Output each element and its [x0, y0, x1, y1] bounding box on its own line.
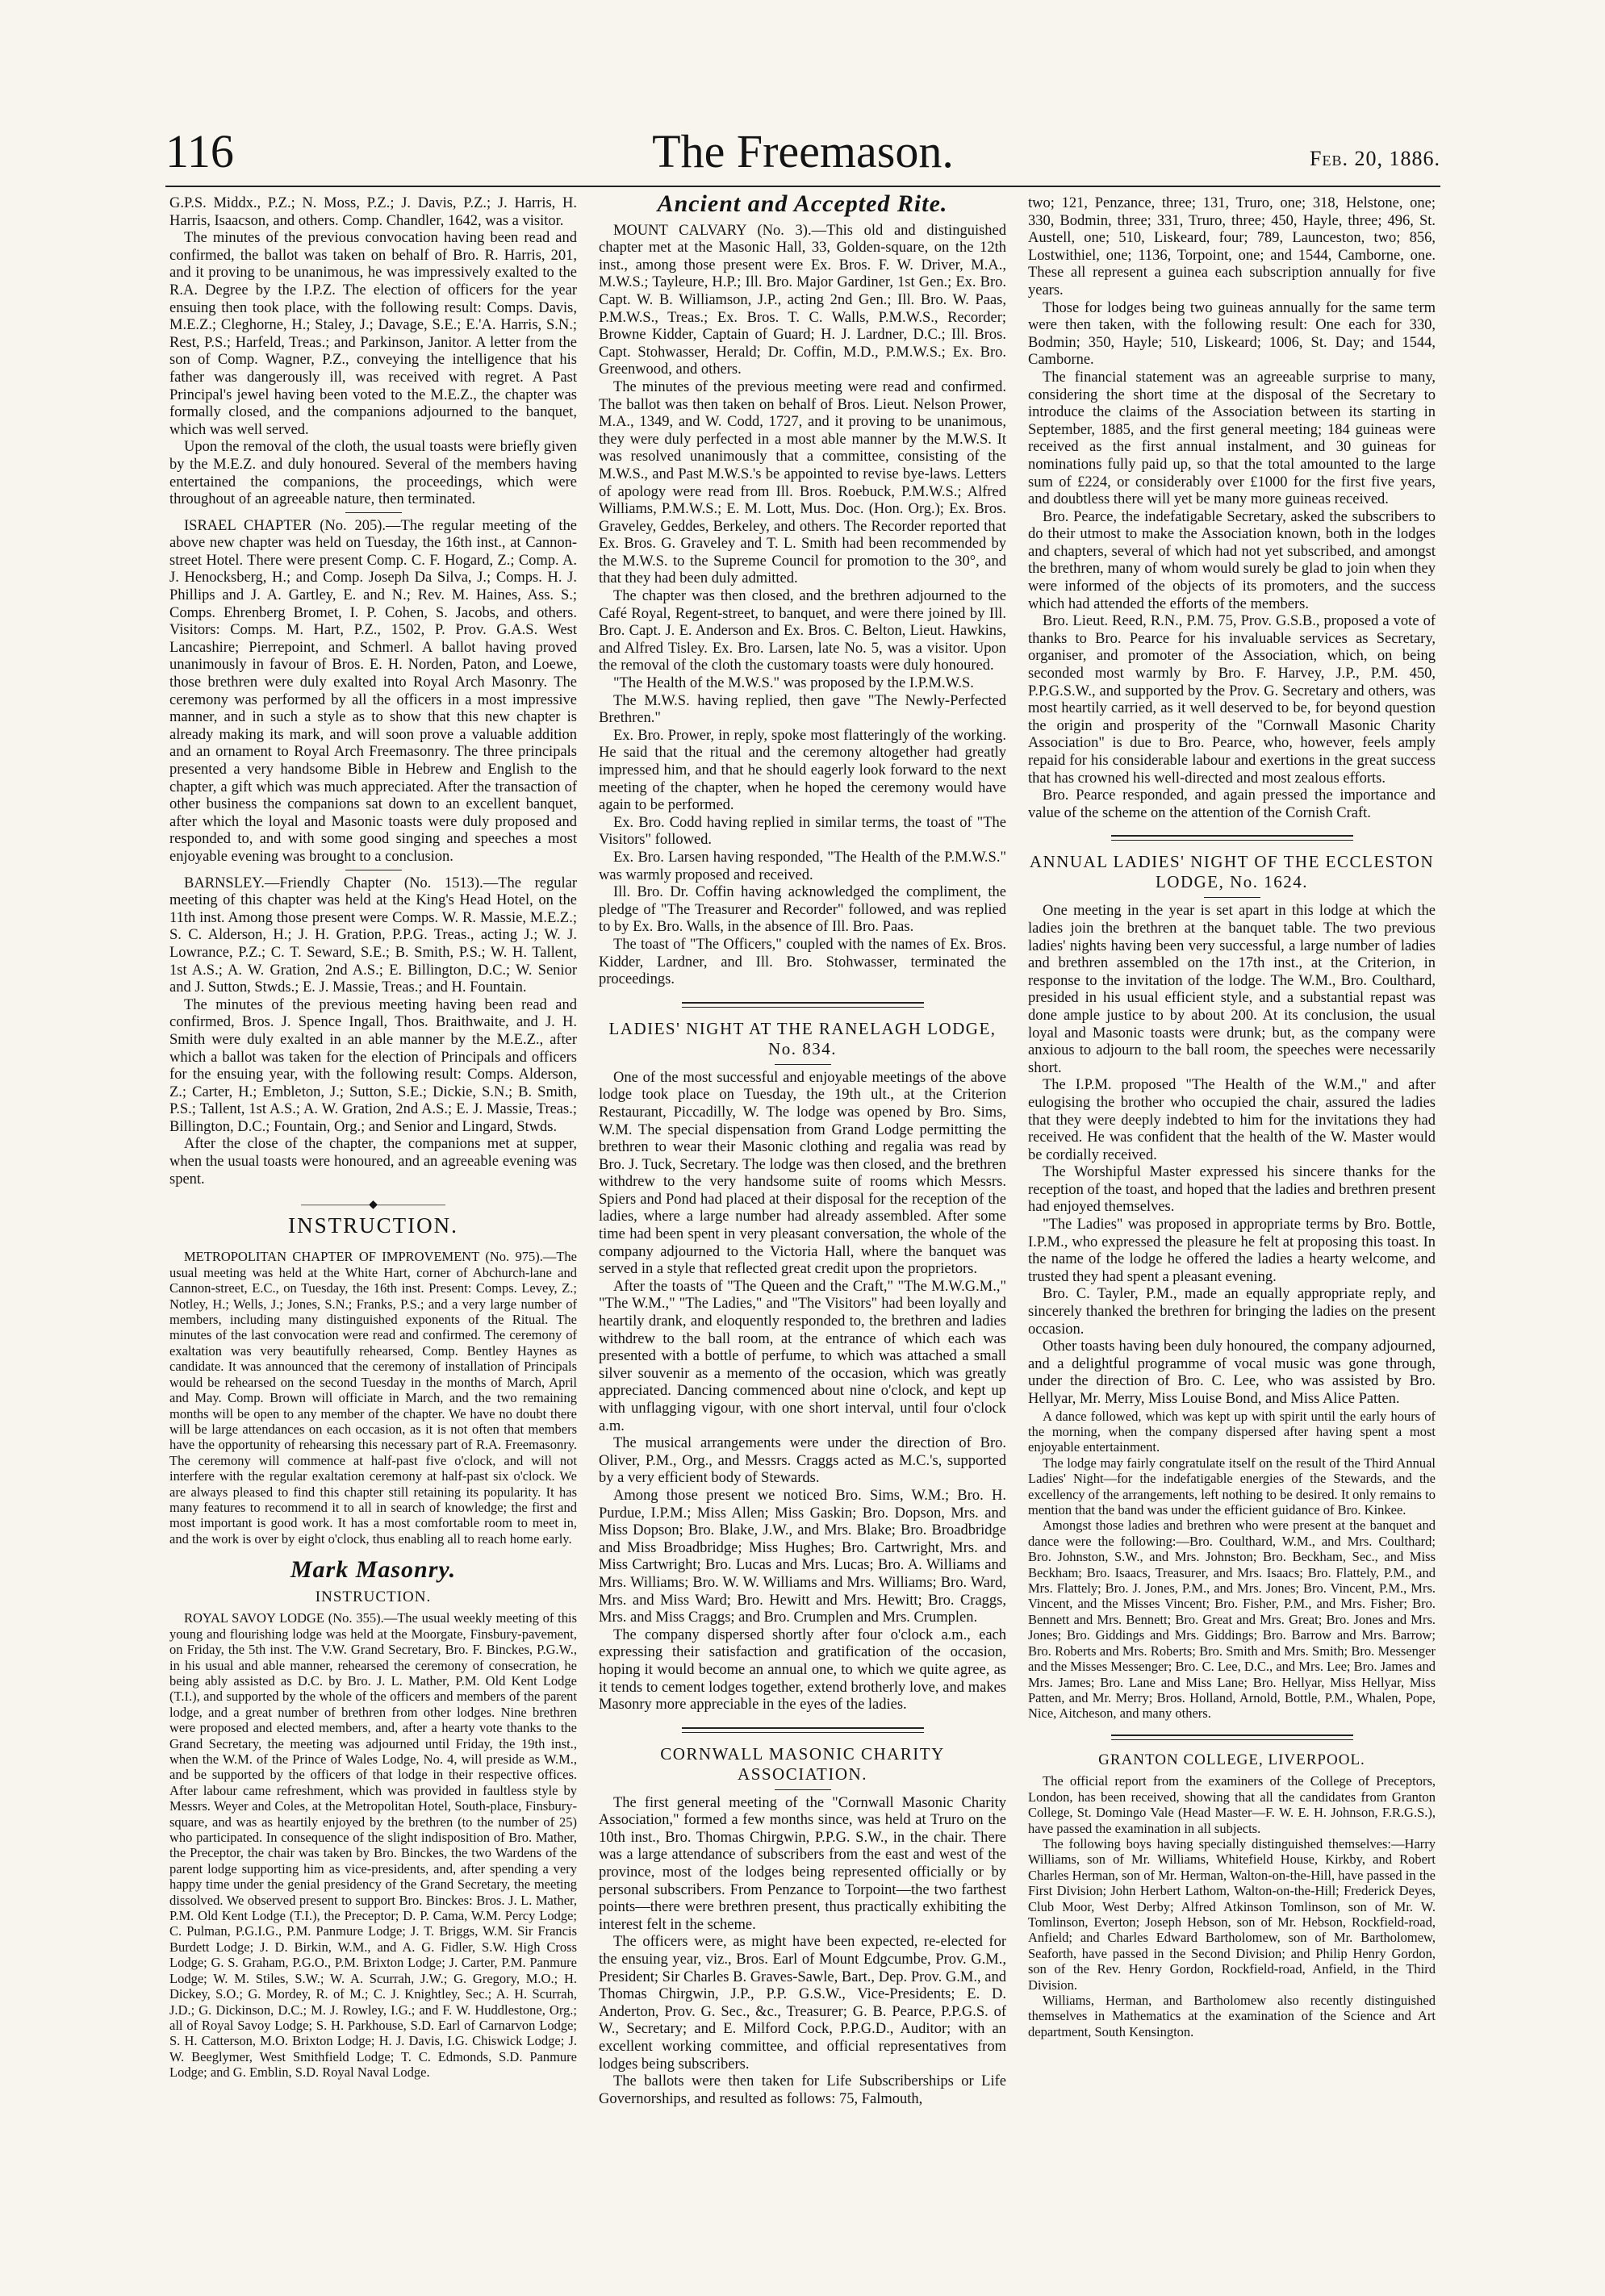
paragraph: The officers were, as might have been expected, re-elected for the ensuing year, viz., Bros. Earl of Mount Edgcumbe, Prov. G.M., President; Sir Charles B. Graves-Sawle, Bart., Dep. Prov. G.M., and Thomas Chirgwin, J.P., P.P. G.S.W., Vice-Presidents; E. D. Anderton, Prov. G. Sec., &c., Treasurer; G. B. Pearce, P.P.G.S. of W., Secretary; and E. Milford Cock, P.P.G.D., Auditor; with an excellent working committee, and official representatives from lodges being subscribers.: [599, 1934, 1006, 2073]
paragraph: Ex. Bro. Codd having replied in similar terms, the toast of "The Visitors" followed.: [599, 814, 1006, 849]
paragraph: Bro. C. Tayler, P.M., made an equally appropriate reply, and sincerely thanked the brethren for bringing the ladies on the present occasion.: [1028, 1286, 1436, 1338]
paragraph: The musical arrangements were under the direction of Bro. Oliver, P.M., Org., and Messrs. Craggs acted as M.C.'s, supported by a very efficient body of Stewards.: [599, 1435, 1006, 1487]
paragraph-barnsley: BARNSLEY.—Friendly Chapter (No. 1513).—The regular meeting of this chapter was held at the King's Head Hotel, on the 11th inst. Among those present were Comps. W. R. Massie, M.E.Z.; S. C. Alderson, H.; J. H. Gration, P.P.G. Treas., acting J.; W. J. Lowrance, P.Z.; C. T. Seward, S.E.; B. Smith, P.S.; W. H. Tallent, 1st A.S.; A. W. Gration, 2nd A.S.; E. Billington, D.C.; W. Senior and J. Sutton, Stwds.; E. J. Massie, Treas.; and H. Fountain.: [169, 875, 577, 996]
paragraph: One meeting in the year is set apart in this lodge at which the ladies join the brethren at the banquet table. The two previous ladies' nights having been very successful, a large number of ladies and brethren assembled on the 17th inst., at the Criterion, in response to the invitation of the lodge. The W.M., Bro. Coulthard, presided in his usual efficient style, and a substantial repast was done ample justice to by about 200. At its conclusion, the usual loyal and Masonic toasts were drunk; but, as the company were anxious to adjourn to the ball room, the speeches were necessarily short.: [1028, 903, 1436, 1076]
paragraph: The first general meeting of the "Cornwall Masonic Charity Association," formed a few months since, was held at Truro on the 10th inst., Bro. Thomas Chirgwin, P.P.G. S.W., in the chair. There was a large attendance of subscribers from the east and west of the province, most of the lodges being represented officially or by personal subscribers. From Penzance to Torpoint—the two farthest points—there were brethren present, thus practically exhibiting the interest felt in the scheme.: [599, 1794, 1006, 1933]
paragraph: The lodge may fairly congratulate itself on the result of the Third Annual Ladies' Night—for the indefatigable energies of the Stewards, and the excellency of the arrangements, left nothing to be desired. It only remains to mention that the band was under the efficient guidance of Bro. Kinkee.: [1028, 1455, 1436, 1518]
paragraph: The M.W.S. having replied, then gave "The Newly-Perfected Brethren.": [599, 692, 1006, 727]
paragraph: Bro. Lieut. Reed, R.N., P.M. 75, Prov. G.S.B., proposed a vote of thanks to Bro. Pearce for his invaluable services as Secretary, organiser, and promoter of the Association, which, on being seconded most warmly by Bro. F. Harvey, J.P., P.M. 450, P.P.G.S.W., and supported by the Prov. G. Secretary and others, was most heartily carried, as it well deserved to be, for beyond question the origin and prosperity of the "Cornwall Masonic Charity Association" is due to Bro. Pearce, who, however, feels amply repaid for his considerable labour and exertions in the great success that has crowned his well-directed and most zealous efforts.: [1028, 613, 1436, 787]
column-3: [1028, 195, 1436, 2039]
article-heading-granton: GRANTON COLLEGE, LIVERPOOL.: [1098, 1751, 1365, 1768]
paragraph: The following boys having specially distinguished themselves:—Harry Williams, son of Mr. Williams, Whitefield House, Kirkby, and Robert Charles Herman, son of Mr. Herman, Walton-on-the-Hill, have passed in the First Division; John Herbert Lathom, Walton-on-the-Hill; Frederick Deyes, Club Moor, West Derby; Alfred Atkinson Tomlinson, son of Mr. W. Tomlinson, Everton; Joseph Hebson, son of Mr. Hebson, Rockfield-road, Anfield; and Charles Edward Bartholomew, son of Mr. Bartholomew, Seaforth, have passed in the Second Division; and Philip Henry Gordon, son of the Rev. Henry Gordon, Rockfield-road, Anfield, in the Third Division.: [1028, 1835, 1436, 1993]
article-heading-cornwall: CORNWALL MASONIC CHARITY ASSOCIATION.: [660, 1743, 945, 1784]
paragraph-israel-chapter: ISRAEL CHAPTER (No. 205).—The regular meeting of the above new chapter was held on Tuesday, the 16th inst., at Cannon-street Hotel. There were present Comp. C. F. Hogard, Z.; Comp. A. J. Henocksberg, H.; and Comp. Joseph Da Silva, J.; Comps. H. J. Phillips and J. A. Gartley, E. and N.; Rev. M. Haines, Ass. S.; Comps. Ehrenberg Bromet, I. P. Cohen, S. Jacobs, and others. Visitors: Comps. M. Hart, P.Z., 1502, P. Prov. G.A.S. West Lancashire; Pierrepoint, and Schmerl. A ballot having proved unanimously in favour of Bros. E. H. Norden, Paton, and Loewe, those brethren were duly exalted into Royal Arch Masonry. The ceremony was performed by all the officers in a most impressive manner, and in such a style as to show that this new chapter is already making its mark, and will soon prove a valuable addition and an ornament to Royal Arch Freemasonry. The three principals presented a very handsome Bible in Hebrew and English to the chapter, a gift which was much appreciated. After the transaction of other business the companions sat down to an excellent banquet, after which the loyal and Masonic toasts were duly proposed and responded to, and with some good singing and speeches a most enjoyable evening was brought to a conclusion.: [169, 517, 577, 865]
double-rule: [682, 1727, 924, 1733]
paragraph: two; 121, Penzance, three; 131, Truro, one; 318, Helstone, one; 330, Bodmin, three; 331, Truro, three; 450, Hayle, three; 496, St. Austell, one; 510, Liskeard, four; 789, Launceston, two; 856, Lostwithiel, one; 1136, Torpoint, one; and 1544, Camborne, one. These all represent a guinea each subscription annually for five years.: [1028, 195, 1436, 298]
paragraph: After the close of the chapter, the companions met at supper, when the usual toasts were honoured, and an agreeable evening was spent.: [169, 1136, 577, 1188]
paragraph: Those for lodges being two guineas annually for the same term were then taken, with the following result: One each for 330, Bodmin; 350, Hayle; 510, Liskeard; 1006, St. Day; and 1544, Camborne.: [1028, 299, 1436, 369]
publication-title: The Freemason.: [652, 125, 954, 177]
paragraph: "The Health of the M.W.S." was proposed by the I.P.M.W.S.: [613, 675, 974, 692]
column-2: [599, 190, 1006, 2108]
paragraph: The minutes of the previous convocation having been read and confirmed, the ballot was taken on behalf of Bro. R. Harris, 201, and it proving to be unanimous, he was impressively exalted to the R.A. Degree by the I.P.Z. The election of officers for the year ensuing then took place, with the following result: Comps. Davis, M.E.Z.; Cleghorne, H.; Staley, J.; Davage, S.E.; E.'A. Harris, S.N.; Rest, P.S.; Harfeld, Treas.; and Parkinson, Janitor. A letter from the son of Comp. Wagner, P.Z., conveying the intelligence that his father was dangerously ill, was received with regret. A Past Principal's jewel having been voted to the M.E.Z., the chapter was formally closed, and the companions adjourned to the banquet, which was well served.: [169, 230, 577, 438]
subheading-instruction: INSTRUCTION.: [315, 1588, 432, 1605]
paragraph: The financial statement was an agreeable surprise to many, considering the short time at the disposal of the Secretary to introduce the claims of the Association between its starting in September, 1885, and the first general meeting; 184 guineas were received as the first annual instalment, and 30 guineas for nominations fully paid up, so that the total amounted to the large sum of £224, or considerably over £1000 for the first five years, and doubtless there will yet be many more guineas received.: [1028, 369, 1436, 508]
divider: [345, 512, 402, 513]
paragraph: The I.P.M. proposed "The Health of the W.M.," and after eulogising the brother who occupied the chair, assured the ladies that they were deeply indebted to him for the invitations they had received. He was confident that the health of the W. Master would be cordially received.: [1028, 1077, 1436, 1163]
paragraph: Among those present we noticed Bro. Sims, W.M.; Bro. H. Purdue, I.P.M.; Miss Allen; Miss Gaskin; Bro. Dopson, Mrs. and Miss Dopson; Bro. Blake, J.W., and Mrs. Blake; Bro. Broadbridge and Miss Broadbridge; Miss Hughes; Bro. Cartwright, Mrs. and Miss Cartwright; Bro. Lucas and Mrs. Lucas; Bro. A. Williams and Mrs. Williams; Bro. W. W. Williams and Mrs. Williams; Bro. Ward, Mrs. and Miss Ward; Bro. Hewitt and Mrs. Hewitt; Bro. Craggs, Mrs. and Miss Craggs; and Bro. Crumplen and Mrs. Crumplen.: [599, 1487, 1006, 1626]
paragraph: Bro. Pearce, the indefatigable Secretary, asked the subscribers to do their utmost to make the Association known, both in the lodges and chapters, several of which had not yet subscribed, and amongst the brethren, many of whom would surely be glad to join when they were informed of the objects of its promoters, and the success which had attended the efforts of the members.: [1028, 508, 1436, 612]
paragraph-metropolitan: METROPOLITAN CHAPTER OF IMPROVEMENT (No. 975).—The usual meeting was held at the White Hart, corner of Abchurch-lane and Cannon-street, E.C., on Tuesday, the 16th inst. Present: Comps. Levey, Z.; Notley, H.; Wells, J.; Jones, S.N.; Franks, P.S.; and a very large number of members, including many distinguished exponents of the Ritual. The minutes of the last convocation were read and confirmed. The ceremony of exaltation was very beautifully rehearsed, Comp. Bentley Haynes as candidate. It was announced that the ceremony of installation of Principals would be rehearsed on the second Tuesday in the months of March, April and May. Comp. Brown will officiate in March, and the two remaining months will be open to any member of the chapter. We have no doubt there will be large attendances on each occasion, as it is not often that members have the opportunity of rehearsing this necessary part of R.A. Freemasonry. The ceremony will commence at half-past five o'clock, and will not interfere with the regular exaltation ceremony at half-past six o'clock. We are always pleased to find this chapter still retaining its popularity. It has many features to recommend it to all in search of knowledge; the first and most important is good work. It has a most comfortable room to meet in, and the work is over by eight o'clock, thus enabling all to reach home early.: [169, 1249, 577, 1547]
paragraph: The minutes of the previous meeting having been read and confirmed, Bros. J. Spence Ingall, Thos. Braithwaite, and J. H. Smith were duly exalted in an able manner by the M.E.Z., after which a ballot was taken for the election of Principals and officers for the ensuing year, with the following result: Comps. Alderson, Z.; Carter, H.; Embleton, J.; Sutton, S.E.; Dickie, S.N.; B. Smith, P.S.; Tallent, 1st A.S.; A. W. Gration, 2nd A.S.; E. J. Massie, Treas.; Billington, D.C.; Fountain, Org.; and Senior and Lingard, Stwds.: [169, 996, 577, 1135]
article-heading-eccleston: ANNUAL LADIES' NIGHT OF THE ECCLESTON LODGE, No. 1624.: [1029, 852, 1435, 892]
double-rule: [682, 1002, 924, 1008]
paragraph: The Worshipful Master expressed his sincere thanks for the reception of the toast, and hoped that the ladies and brethren present had enjoyed themselves.: [1028, 1164, 1436, 1216]
paragraph: Williams, Herman, and Bartholomew also recently distinguished themselves in Mathematics at the examination of the Science and Art department, South Kensington.: [1028, 1993, 1436, 2039]
column-1: [169, 195, 577, 2081]
divider: [775, 1789, 831, 1790]
paragraph: One of the most successful and enjoyable meetings of the above lodge took place on Tuesday, the 19th ult., at the Criterion Restaurant, Piccadilly, W. The lodge was opened by Bro. Sims, W.M. The special dispensation from Grand Lodge permitting the brethren to wear their Masonic clothing and regalia was read by Bro. J. Tuck, Secretary. The lodge was then closed, and the brethren withdrew to the very handsome suite of rooms which Messrs. Spiers and Pond had placed at their disposal for the reception of the ladies, where a large number had already assembled. After some time had been spent in very pleasant conversation, the whole of the company adjourned to the Victoria Hall, where the banquet was served in a style that reflected great credit upon the proprietors.: [599, 1069, 1006, 1278]
page-number: 116: [165, 125, 234, 177]
ornament-divider: ——————◆——————: [301, 1199, 445, 1212]
paragraph-royal-savoy: ROYAL SAVOY LODGE (No. 355).—The usual weekly meeting of this young and flourishing lodge was held at the Moorgate, Finsbury-pavement, on Friday, the 5th inst. The V.W. Grand Secretary, Bro. F. Binckes, P.G.W., in his usual and able manner, rehearsed the ceremony of consecration, he being ably assisted as D.C. by Bro. J. L. Mather, P.M. Old Kent Lodge (T.I.), and supported by the whole of the officers and members of the parent lodge, and a great number of brethren from other lodges. Nine brethren were proposed and elected members, and, after a hearty vote thanks to the Grand Secretary, the meeting was adjourned until Friday, the 19th inst., when the W.M. of the Prince of Wales Lodge, No. 4, will preside as W.M., and be supported by the officers of that lodge in their respective offices. After labour came refreshment, which was provided in faultless style by Messrs. Weyer and Coles, at the Metropolitan Hotel, South-place, Finsbury-square, and was as heartily enjoyed by the brethren (to the number of 25) who participated. In consequence of the slight indisposition of Bro. Mather, the Preceptor, the chair was taken by Bro. Binckes, the two Wardens of the parent lodge supporting him as vice-presidents, and, after spending a very happy time under the genial presidency of the Grand Secretary, the meeting dissolved. We observed present to support Bro. Binckes: Bros. J. L. Mather, P.M. Old Kent Lodge (T.I.), the Preceptor; D. P. Cama, W.M. Percy Lodge; C. Pulman, P.G.I.G., P.M. Panmure Lodge; J. T. Briggs, W.M. Sir Francis Burdett Lodge; J. D. Birkin, W.M., and A. G. Fidler, S.W. High Cross Lodge; G. S. Graham, P.G.O., P.M. Brixton Lodge; J. Carter, P.M. Panmure Lodge; W. M. Stiles, S.W.; W. A. Scurrah, J.W.; G. Gregory, M.O.; H. Dickey, S.O.; G. Mordey, R. of M.; C. J. Knightley, Sec.; A. H. Scurrah, J.D.; G. Dickinson, D.C.; M. J. Rowley, I.G.; and F. W. Huddlestone, Org.; all of Royal Savoy Lodge; S. H. Parkhouse, S.D. Earl of Carnarvon Lodge; S. H. Catterson, M.O. Brixton Lodge; H. J. Davis, I.G. Chiswick Lodge; J. W. Beeglymer, West Smithfield Lodge; T. C. Edmonds, S.D. Panmure Lodge; and G. Emblin, S.D. Royal Naval Lodge.: [169, 1610, 577, 2081]
double-rule: [1111, 835, 1353, 841]
paragraph: The chapter was then closed, and the brethren adjourned to the Café Royal, Regent-street, to banquet, and were there joined by Ill. Bro. Capt. J. E. Anderson and Ex. Bros. C. Belton, Lieut. Hawkins, and Alfred Tisley. Ex. Bro. Larsen, late No. 5, was a visitor. Upon the removal of the cloth the customary toasts were duly honoured.: [599, 588, 1006, 674]
paragraph: Upon the removal of the cloth, the usual toasts were briefly given by the M.E.Z. and duly honoured. Several of the members having entertained the companions, the proceedings, which were throughout of an agreeable nature, then terminated.: [169, 439, 577, 508]
paragraph: Other toasts having been duly honoured, the company adjourned, and a delightful programme of vocal music was gone through, under the direction of Bro. C. Lee, who was assisted by Bro. Hellyar, Mr. Merry, Miss Louise Bond, and Miss Alice Patten.: [1028, 1338, 1436, 1407]
paragraph: The minutes of the previous meeting were read and confirmed. The ballot was then taken on behalf of Bros. Lieut. Nelson Prower, M.A., 1349, and W. Codd, 1727, and it proving to be unanimous, they were duly perfected in a most able manner by the M.W.S. It was resolved unanimously that a committee, consisting of the M.W.S., and Past M.W.S.'s be appointed to revise bye-laws. Letters of apology were read from Ill. Bros. Roebuck, P.M.W.S.; Alfred Williams, P.M.W.S.; E. M. Lott, Mus. Doc. (Hon. Org.); Ex. Bros. Graveley, Geddes, Berkeley, and others. The Recorder reported that Ex. Bros. G. Graveley and T. L. Smith had been recommended by the M.W.S. to the Supreme Council for promotion to the 30°, and that they had been duly admitted.: [599, 378, 1006, 587]
masthead: [165, 121, 1440, 187]
paragraph: The toast of "The Officers," coupled with the names of Ex. Bros. Kidder, Lardner, and Ill. Bro. Stohwasser, terminated the proceedings.: [599, 936, 1006, 988]
paragraph: After the toasts of "The Queen and the Craft," "The M.W.G.M.," "The W.M.," "The Ladies," and "The Visitors" had been loyally and heartily drank, and eloquently responded to, the brethren and ladies withdrew to the ball room, at the entrance of which each was presented with a bottle of perfume, to which was attached a small silver souvenir as a memento of the occasion, which was greatly appreciated. Dancing commenced about nine o'clock, and kept up with unflagging vigour, with one short interval, until four o'clock a.m.: [599, 1278, 1006, 1434]
issue-date: Feb. 20, 1886.: [1310, 147, 1440, 170]
paragraph: The official report from the examiners of the College of Preceptors, London, has been received, showing that all the candidates from Granton College, St. Domingo Vale (Head Master—F. W. E. H. Johnson, F.R.G.S.), have passed the examination in all subjects.: [1028, 1773, 1436, 1836]
paragraph: A dance followed, which was kept up with spirit until the early hours of the morning, when the company dispersed after having spent a most enjoyable entertainment.: [1028, 1408, 1436, 1455]
divider: [775, 1064, 831, 1065]
paragraph: G.P.S. Middx., P.Z.; N. Moss, P.Z.; J. Davis, P.Z.; J. Harris, H. Harris, Isaacson, and others. Comp. Chandler, 1642, was a visitor.: [169, 195, 577, 229]
paragraph-mount-calvary: MOUNT CALVARY (No. 3).—This old and distinguished chapter met at the Masonic Hall, 33, Golden-square, on the 12th inst., among those present were Ex. Bros. F. W. Driver, M.A., M.W.S.; Tayleure, H.P.; Ill. Bro. Major Gardiner, 1st Gen.; Ex. Bro. Capt. W. B. Williamson, J.P., acting 2nd Gen.; Ill. Bro. W. Paas, P.M.W.S., Treas.; Ex. Bros. T. C. Walls, P.M.W.S., Recorder; Browne Kidder, Captain of Guard; H. J. Lardner, D.C.; Ill. Bros. Capt. Stohwasser, Herald; Dr. Coffin, M.D., P.M.W.S.; Ex. Bro. Greenwood, and others.: [599, 222, 1006, 378]
article-heading-ranelagh: LADIES' NIGHT AT THE RANELAGH LODGE, No. 834.: [608, 1018, 997, 1058]
paragraph: Ex. Bro. Larsen having responded, "The Health of the P.M.W.S." was warmly proposed and received.: [599, 849, 1006, 883]
section-heading-ancient-rite: Ancient and Accepted Rite.: [657, 190, 948, 217]
paragraph: Bro. Pearce responded, and again pressed the importance and value of the scheme on the attention of the Cornish Craft.: [1028, 787, 1436, 821]
section-heading-instruction: INSTRUCTION.: [288, 1213, 458, 1238]
double-rule: [1111, 1735, 1353, 1740]
paragraph: Ill. Bro. Dr. Coffin having acknowledged the compliment, the pledge of "The Treasurer and Recorder" followed, and was replied to by Ex. Bro. Walls, in the absence of Ill. Bro. Paas.: [599, 884, 1006, 936]
paragraph: The ballots were then taken for Life Subscriberships or Life Governorships, and resulted as follows: 75, Falmouth,: [599, 2073, 1006, 2107]
paragraph: Ex. Bro. Prower, in reply, spoke most flatteringly of the working. He said that the ritual and the ceremony altogether had greatly impressed him, and that he should eagerly look forward to the next meeting of the chapter, when he hoped the ceremony would have again to be performed.: [599, 727, 1006, 814]
paragraph: The company dispersed shortly after four o'clock a.m., each expressing their satisfaction and gratification of the occasion, hoping it would become an annual one, to which we quite agree, as it tends to cement lodges together, extend brotherly love, and makes Masonry more appreciable in the eyes of the ladies.: [599, 1626, 1006, 1714]
paragraph: Amongst those ladies and brethren who were present at the banquet and dance were the following:—Bro. Coulthard, W.M., and Mrs. Coulthard; Bro. Johnston, S.W., and Mrs. Johnston; Bro. Beckham, Sec., and Miss Beckham; Bro. Isaacs, Treasurer, and Mrs. Isaacs; Bro. Flattely, P.M., and Mrs. Flattely; Bro. J. Jones, P.M., and Mrs. Jones; Bro. Vincent, P.M., Mrs. Vincent, and the Misses Vincent; Bro. Fisher, P.M., and Mrs. Fisher; Bro. Bennett and Mrs. Bennett; Bro. Great and Mrs. Great; Bro. Jones and Mrs. Jones; Bro. Giddings and Mrs. Giddings; Bro. Barrow and Mrs. Barrow; Bro. Roberts and Mrs. Roberts; Bro. Smith and Mrs. Smith; Bro. Messenger and the Misses Messenger; Bro. C. Lee, D.C., and Mrs. Lee; Bro. James and Mrs. James; Bro. Lane and Miss Lane; Bro. Hellyar, Miss Hellyar, Miss Patten, and Mr. Merry; Bros. Holland, Arnold, Bottle, P.M., Whalen, Pope, Nice, Aitcheson, and many others.: [1028, 1517, 1436, 1722]
paragraph: "The Ladies" was proposed in appropriate terms by Bro. Bottle, I.P.M., who expressed the pleasure he felt at proposing this toast. In the name of the lodge he offered the ladies a hearty welcome, and trusted they had spent a pleasant evening.: [1028, 1217, 1436, 1285]
divider: [1204, 897, 1260, 898]
section-heading-mark-masonry: Mark Masonry.: [290, 1556, 457, 1584]
